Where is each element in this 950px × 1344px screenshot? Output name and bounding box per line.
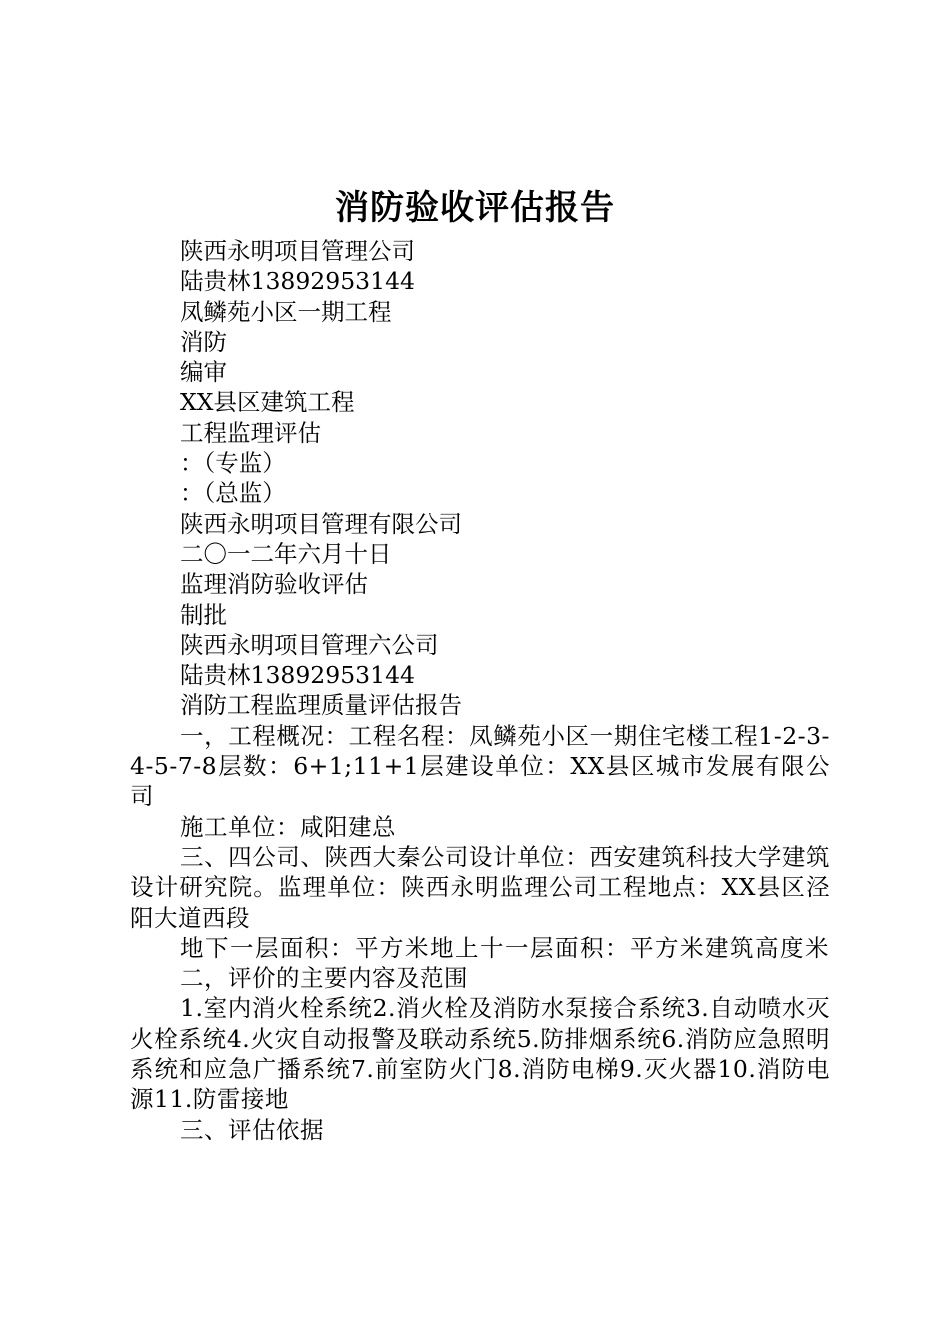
text-line: ：（专监） <box>180 449 286 478</box>
text-line: 二〇一二年六月十日 <box>180 539 392 568</box>
section-heading-scope: 二，评价的主要内容及范围 <box>180 964 468 993</box>
text-line: XX县区建筑工程 <box>180 388 355 417</box>
text-line: 陕西永明项目管理公司 <box>180 237 415 265</box>
text-line: 陆贵林13892953144 <box>180 661 415 690</box>
text-line: 制批 <box>180 600 227 629</box>
text-line: ：（总监） <box>180 479 286 508</box>
text-line: 监理消防验收评估 <box>180 570 368 599</box>
paragraph-systems-list: 1.室内消火栓系统2.消火栓及消防水泵接合系统3.自动喷水灭火栓系统4.火灾自动报警及联动系统5.防排烟系统6.消防应急照明系统和应急广播系统7.前室防火门8.消防电梯9.灭火器10.消防电源11.防雷接地 <box>130 994 830 1114</box>
text-line: 工程监理评估 <box>180 418 321 447</box>
text-line: 消防工程监理质量评估报告 <box>180 691 462 720</box>
paragraph-area: 地下一层面积：平方米地上十一层面积：平方米建筑高度米 <box>180 933 830 962</box>
text-line: 消防 <box>180 327 227 356</box>
text-line: 陕西永明项目管理六公司 <box>180 630 439 659</box>
text-line: 编审 <box>180 358 227 387</box>
paragraph-project-overview: 一，工程概况：工程名程：凤鳞苑小区一期住宅楼工程1-2-3-4-5-7-8层数：6+1;11+1层建设单位：XX县区城市发展有限公司 <box>130 721 830 811</box>
document-title: 消防验收评估报告 <box>335 188 615 228</box>
text-line: 凤鳞苑小区一期工程 <box>180 297 392 326</box>
text-line: 陆贵林13892953144 <box>180 267 415 296</box>
document-body <box>130 236 830 1145</box>
paragraph-construction-unit: 施工单位：咸阳建总 <box>180 812 396 841</box>
paragraph-design-supervision: 三、四公司、陕西大秦公司设计单位：西安建筑科技大学建筑设计研究院。监理单位：陕西永明监理公司工程地点：XX县区泾阳大道西段 <box>130 842 830 932</box>
section-heading-basis: 三、评估依据 <box>180 1115 324 1144</box>
text-line: 陕西永明项目管理有限公司 <box>180 509 462 538</box>
